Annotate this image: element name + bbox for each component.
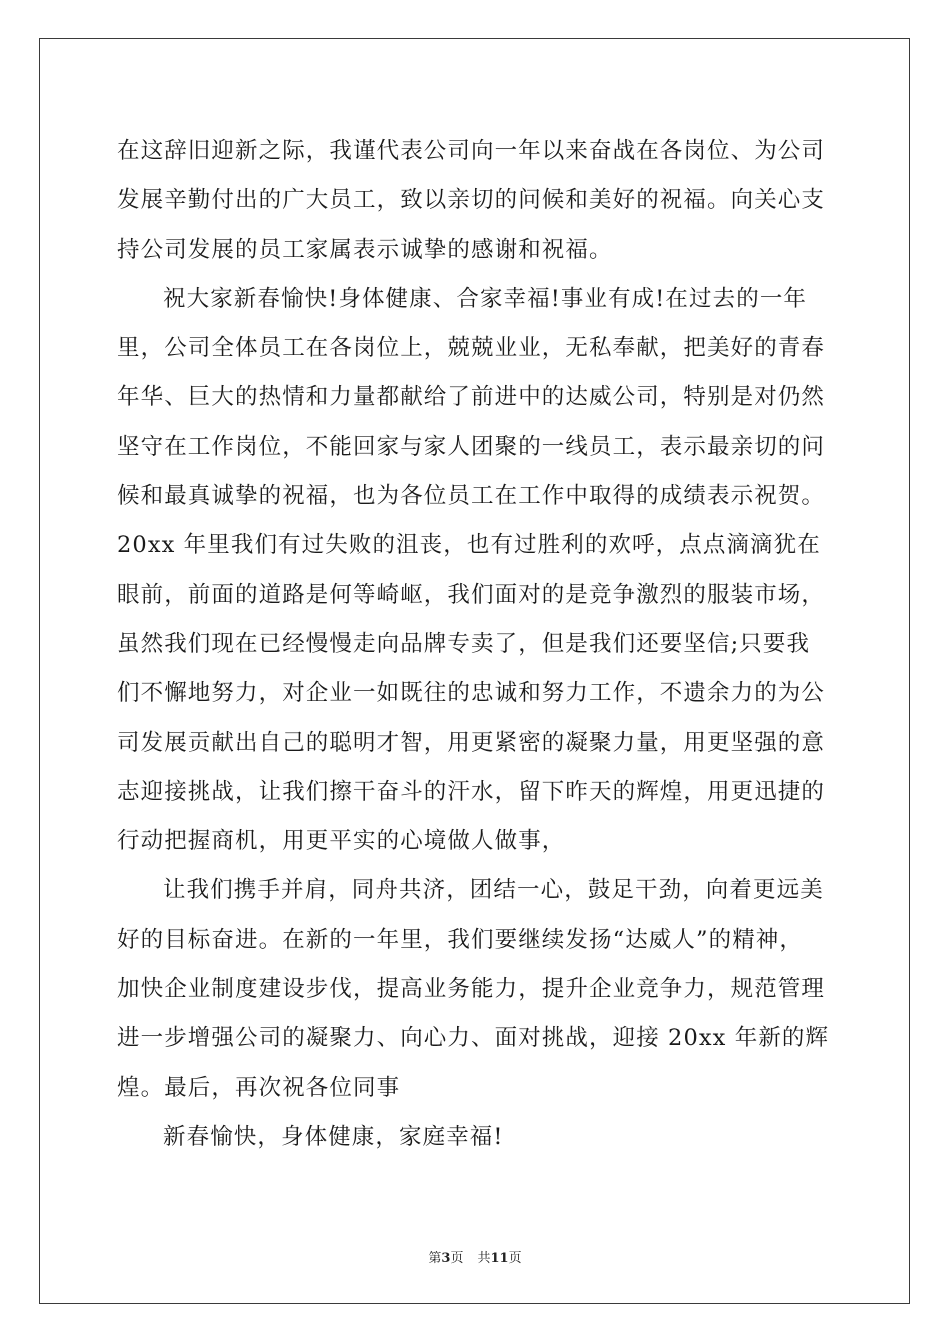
page-number-suffix: 页 [450,1251,464,1266]
page-footer [0,1247,950,1266]
text-line: 煌。最后，再次祝各位同事 [117,1074,401,1101]
text-line: 发展辛勤付出的广大员工，致以亲切的问候和美好的祝福。向关心支 [117,187,826,214]
current-page-number: 3 [441,1251,451,1266]
total-pages-prefix: 共 [477,1251,491,1266]
text-line: 虽然我们现在已经慢慢走向品牌专卖了，但是我们还要坚信;只要我 [117,630,811,657]
text-line: 好的目标奋进。在新的一年里，我们要继续发扬“达威人”的精神， [117,926,804,953]
text-line: 行动把握商机，用更平实的心境做人做事， [117,828,566,855]
text-line: 加快企业制度建设步伐，提高业务能力，提升企业竞争力，规范管理 [117,976,826,1003]
text-line: 进一步增强公司的凝聚力、向心力、面对挑战，迎接 20xx 年新的辉 [117,1025,830,1052]
text-line: 持公司发展的员工家属表示诚挚的感谢和祝福。 [117,236,613,263]
text-line: 司发展贡献出自己的聪明才智，用更紧密的凝聚力量，用更坚强的意 [117,729,826,756]
text-line: 候和最真诚挚的祝福，也为各位员工在工作中取得的成绩表示祝贺。 [117,483,826,510]
document-body [117,127,847,1162]
text-line: 眼前，前面的道路是何等崎岖，我们面对的是竞争激烈的服装市场， [117,581,826,608]
text-line: 志迎接挑战，让我们擦干奋斗的汗水，留下昨天的辉煌，用更迅捷的 [117,778,826,805]
page-number-prefix: 第 [428,1251,442,1266]
text-line: 里，公司全体员工在各岗位上，兢兢业业，无私奉献，把美好的青春 [117,335,826,362]
text-line: 在这辞旧迎新之际，我谨代表公司向一年以来奋战在各岗位、为公司 [117,138,826,164]
text-line: 新春愉快，身体健康，家庭幸福! [163,1123,504,1150]
text-line: 们不懈地努力，对企业一如既往的忠诚和努力工作，不遗余力的为公 [117,680,826,707]
text-line: 让我们携手并肩，同舟共济，团结一心，鼓足干劲，向着更远美 [163,877,824,904]
text-line: 年华、巨大的热情和力量都献给了前进中的达威公司，特别是对仍然 [117,384,826,411]
total-page-count: 11 [490,1251,509,1266]
text-line: 坚守在工作岗位，不能回家与家人团聚的一线员工，表示最亲切的问 [117,433,826,460]
total-pages-suffix: 页 [508,1251,522,1266]
text-line: 祝大家新春愉快!身体健康、合家幸福!事业有成!在过去的一年 [163,285,808,312]
text-line: 20xx 年里我们有过失败的沮丧，也有过胜利的欢呼，点点滴滴犹在 [117,532,821,559]
